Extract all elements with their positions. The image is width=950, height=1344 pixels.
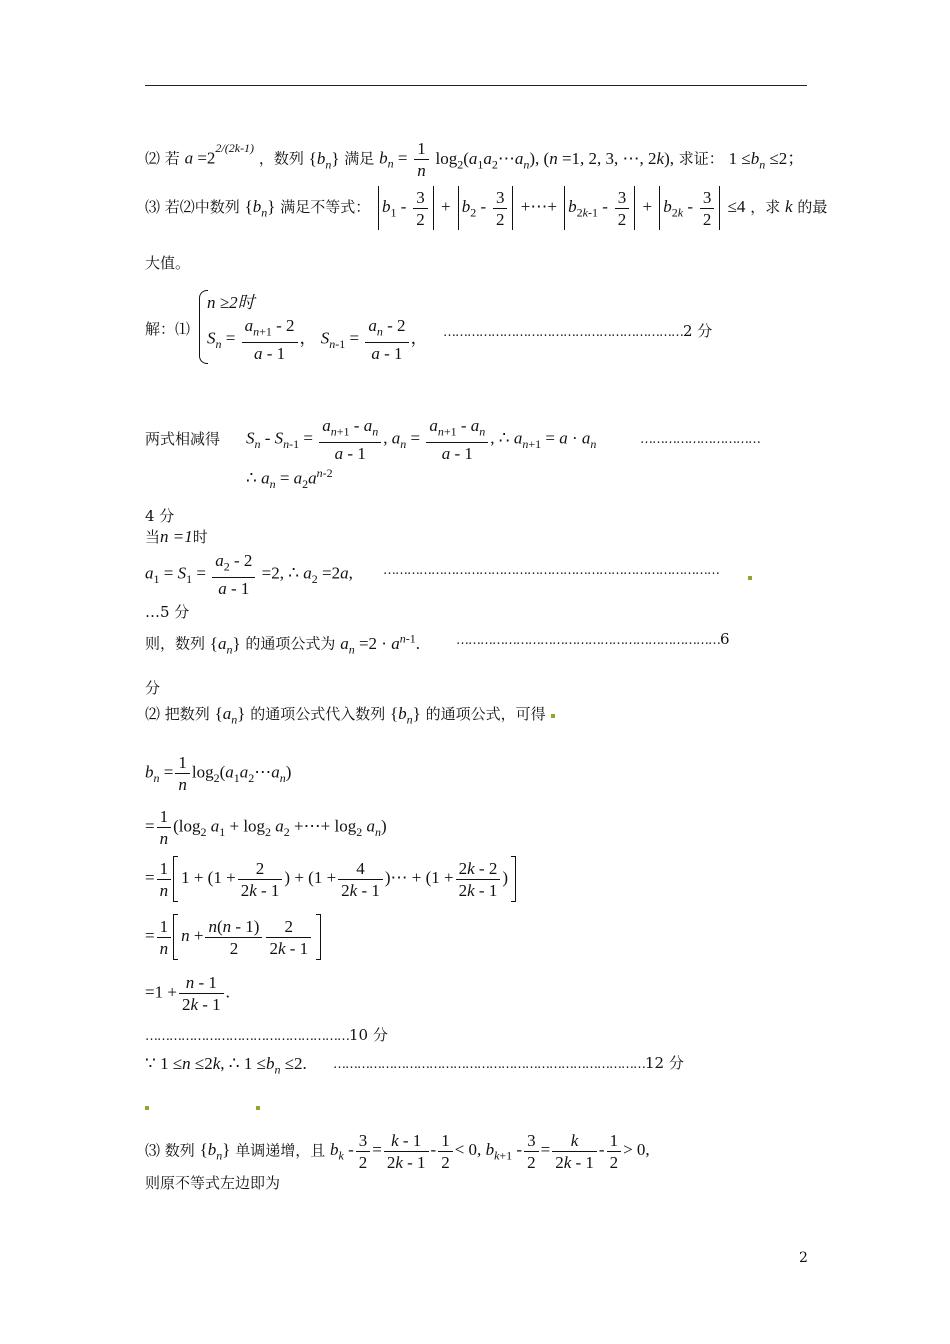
derive-line-1: $b_n$ = $\frac{1}{n}$ $\log_2(a_1a_2\cdots a_n)$ — [145, 753, 292, 794]
score-4: 4 分 — [145, 507, 175, 525]
derive-line-3: = $\frac{1}{n}$ 1 + (1 + $\frac{2}{2k - 1}$ ) + (1 + $\frac{4}{2k - 1}$ )⋯ + (1 + $\frac{2k - 2}{2k - 1}$ ) — [145, 856, 516, 902]
subtract-text: 两式相减得 — [145, 430, 221, 448]
derive-line-4: = $\frac{1}{n}$ n + $\frac{n(n - 1)}{2}$ $\frac{2}{2k - 1}$ — [145, 914, 321, 960]
problem-part-3: ⑶ 若⑵中数列 $\{b_n\}$ 满足不等式： $b_1$ - $\frac{3}{2}$ + $b_2$ - $\frac{3}{2}$ +⋯+ $b_{2k-1}$ - $\frac{3}{2}$ + $b_{2k}$ - $\frac{3}{2}$ ≤4 ，求 k 的最 — [145, 187, 828, 229]
score-2: ……………………………………………………2 分 — [443, 322, 713, 340]
p2-tail: 求证： — [678, 149, 724, 168]
p3-continuation: 大值。 — [145, 254, 191, 272]
p3-tail2: 的最 — [797, 198, 828, 216]
problem-part-2: ⑵ 若 $a =2^{2/(2k-1)}$ ，数列 $\{b_n\}$ 满足 $b_n$ = $\frac{1}{n}$ $\log_2(a_1a_2\cdots a_n)$, (n =1, 2, 3, ⋯, 2k), 求证： $1 \le b_n \le 2$； — [145, 139, 805, 180]
an-formula: ∴ $a_n = a_2a^{n-2}$ — [246, 466, 333, 492]
mark-dot-4 — [256, 1106, 260, 1110]
p3-label: ⑶ 若⑵中数列 — [145, 198, 240, 216]
p2-label: ⑵ 若 — [145, 149, 180, 168]
then-line: 则，数列 $\{a_n\}$ 的通项公式为 $a_n =2 \cdot a^{n-1}$. — [145, 631, 420, 657]
range-line: ∵ 1 ≤n ≤2k, ∴ $1 \le b_n \le 2$. — [145, 1054, 307, 1077]
mark-dot-2 — [551, 714, 555, 718]
case-formulas: $S_n$ = $\frac{a_{n+1} - 2}{a - 1}$ ， $S_{n-1}$ = $\frac{a_n - 2}{a - 1}$ ， — [207, 316, 428, 364]
page-number: 2 — [799, 1250, 808, 1266]
solution-label: 解：⑴ — [145, 320, 191, 338]
p3-sub-line: ⑶ 数列 $\{b_n\}$ 单调递增，且 $b_k$ - $\frac{3}{2}$ = $\frac{k - 1}{2k - 1}$ - $\frac{1}{2}$ < 0, $b_{k+1}$ - $\frac{3}{2}$ = $\frac{k}{2k - 1}$ - $\frac{1}{2}$ > 0, — [145, 1131, 650, 1172]
case-condition: n ≥2时 — [207, 293, 255, 312]
derive-line-2: = $\frac{1}{n}$ ($\log_2$ $a_1 + \log_2 a_2$ +⋯+ $\log_2 a_n$) — [145, 807, 387, 848]
dots-4: ………………………… — [640, 432, 760, 447]
n1-formula: $a_1 = S_1$ = $\frac{a_2 - 2}{a - 1}$ =2, ∴ $a_2 =2a$, — [145, 551, 353, 599]
p2-sub-line: ⑵ 把数列 $\{a_n\}$ 的通项公式代入数列 $\{b_n\}$ 的通项公式，可得 — [145, 704, 546, 727]
p2-mid: ，数列 — [258, 149, 304, 168]
header-rule — [145, 85, 807, 86]
p3-tail: ，求 — [750, 198, 781, 216]
mark-dot — [748, 576, 752, 580]
when-n1: 当n =1时 — [145, 527, 208, 546]
subtract-formula: $S_n - S_{n-1}$ = $\frac{a_{n+1} - a_n}{a - 1}$ , $a_n$ = $\frac{a_{n+1} - a_n}{a - 1}$ , ∴ $a_{n+1} = a \cdot a_n$ — [246, 416, 597, 464]
score-5: …5 分 — [145, 603, 190, 621]
dots-5: ………………………………………………………………………… — [383, 563, 719, 578]
p3-last: 则原不等式左边即为 — [145, 1174, 281, 1192]
score-10: ……………………………………………10 分 — [145, 1026, 388, 1044]
derive-line-5: =1 + $\frac{n - 1}{2k - 1}$ . — [145, 973, 230, 1014]
p3-cond: 满足不等式： — [280, 198, 371, 216]
p2-cond: 满足 — [344, 149, 375, 168]
score-12: ……………………………………………………………………12 分 — [333, 1054, 684, 1072]
score-6-unit: 分 — [145, 679, 161, 697]
score-6: …………………………………………………………6 — [456, 630, 730, 648]
mark-dot-3 — [145, 1106, 149, 1110]
